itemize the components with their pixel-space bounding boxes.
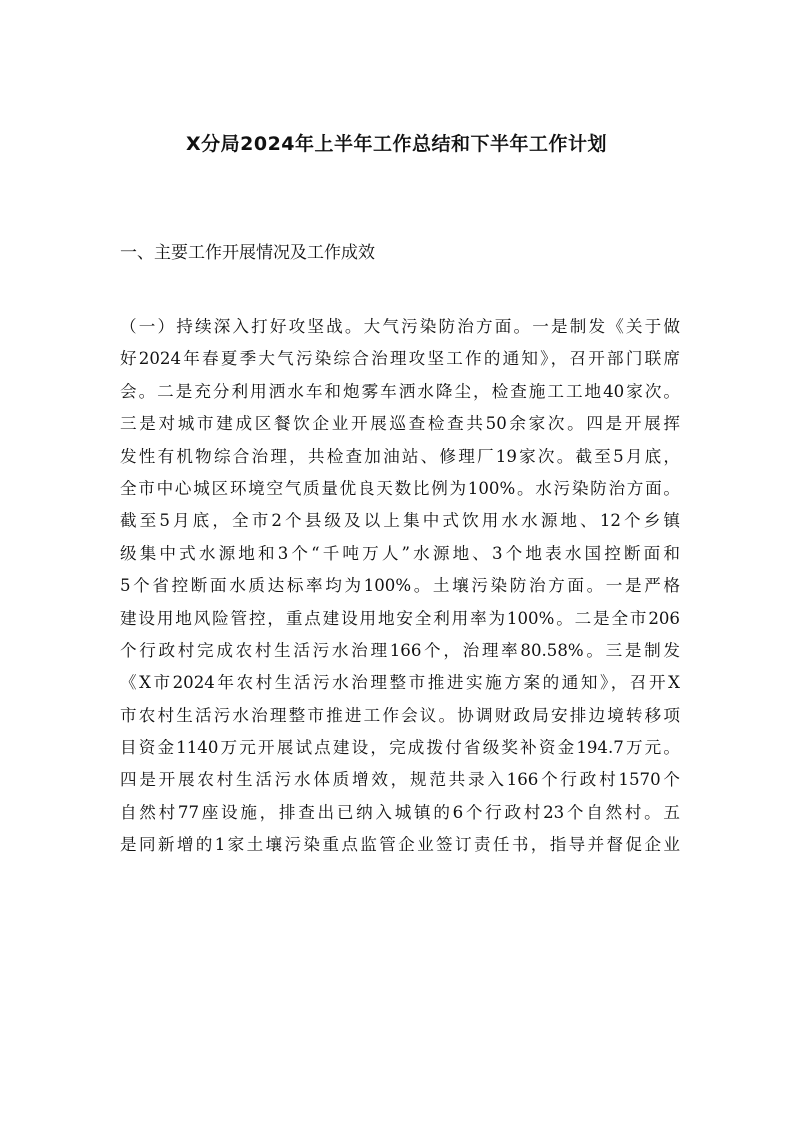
paragraph-line: 目资金1140万元开展试点建设，完成拨付省级奖补资金194.7万元。: [120, 738, 680, 758]
paragraph-line: 截至5月底，全市2个县级及以上集中式饮用水水源地、12个乡镇: [120, 511, 680, 531]
paragraph-line: 建设用地风险管控，重点建设用地安全利用率为100%。二是全市206: [120, 608, 680, 628]
paragraph-line: 会。二是充分利用洒水车和炮雾车洒水降尘，检查施工工地40家次。: [120, 381, 680, 401]
paragraph-line: 自然村77座设施，排查出已纳入城镇的6个行政村23个自然村。五: [120, 802, 680, 822]
paragraph-line: 个行政村完成农村生活污水治理166个，治理率80.58%。三是制发: [120, 640, 680, 660]
paragraph-line: 四是开展农村生活污水体质增效，规范共录入166个行政村1570个: [120, 770, 680, 790]
paragraph-line: 5个省控断面水质达标率均为100%。土壤污染防治方面。一是严格: [120, 576, 680, 596]
paragraph-line: 好2024年春夏季大气污染综合治理攻坚工作的通知》，召开部门联席: [120, 349, 680, 369]
paragraph-line: 级集中式水源地和3个“千吨万人”水源地、3个地表水国控断面和: [120, 543, 680, 563]
paragraph-line: 市农村生活污水治理整市推进工作会议。协调财政局安排边境转移项: [120, 705, 680, 725]
paragraph-line: 发性有机物综合治理，共检查加油站、修理厂19家次。截至5月底，: [120, 446, 680, 466]
paragraph-line: （一）持续深入打好攻坚战。大气污染防治方面。一是制发《关于做: [120, 317, 680, 336]
paragraph-line: 是同新增的1家土壤污染重点监管企业签订责任书，指导并督促企业: [120, 835, 680, 855]
paragraph-line: 《X市2024年农村生活污水治理整市推进实施方案的通知》，召开X: [120, 673, 680, 693]
section-heading: 一、主要工作开展情况及工作成效: [120, 243, 375, 263]
paragraph-line: 三是对城市建成区餐饮企业开展巡查检查共50余家次。四是开展挥: [120, 414, 680, 434]
paragraph-line: 全市中心城区环境空气质量优良天数比例为100%。水污染防治方面。: [120, 478, 680, 498]
body-paragraph: [120, 311, 680, 862]
document-title: X分局2024年上半年工作总结和下半年工作计划: [185, 133, 608, 155]
